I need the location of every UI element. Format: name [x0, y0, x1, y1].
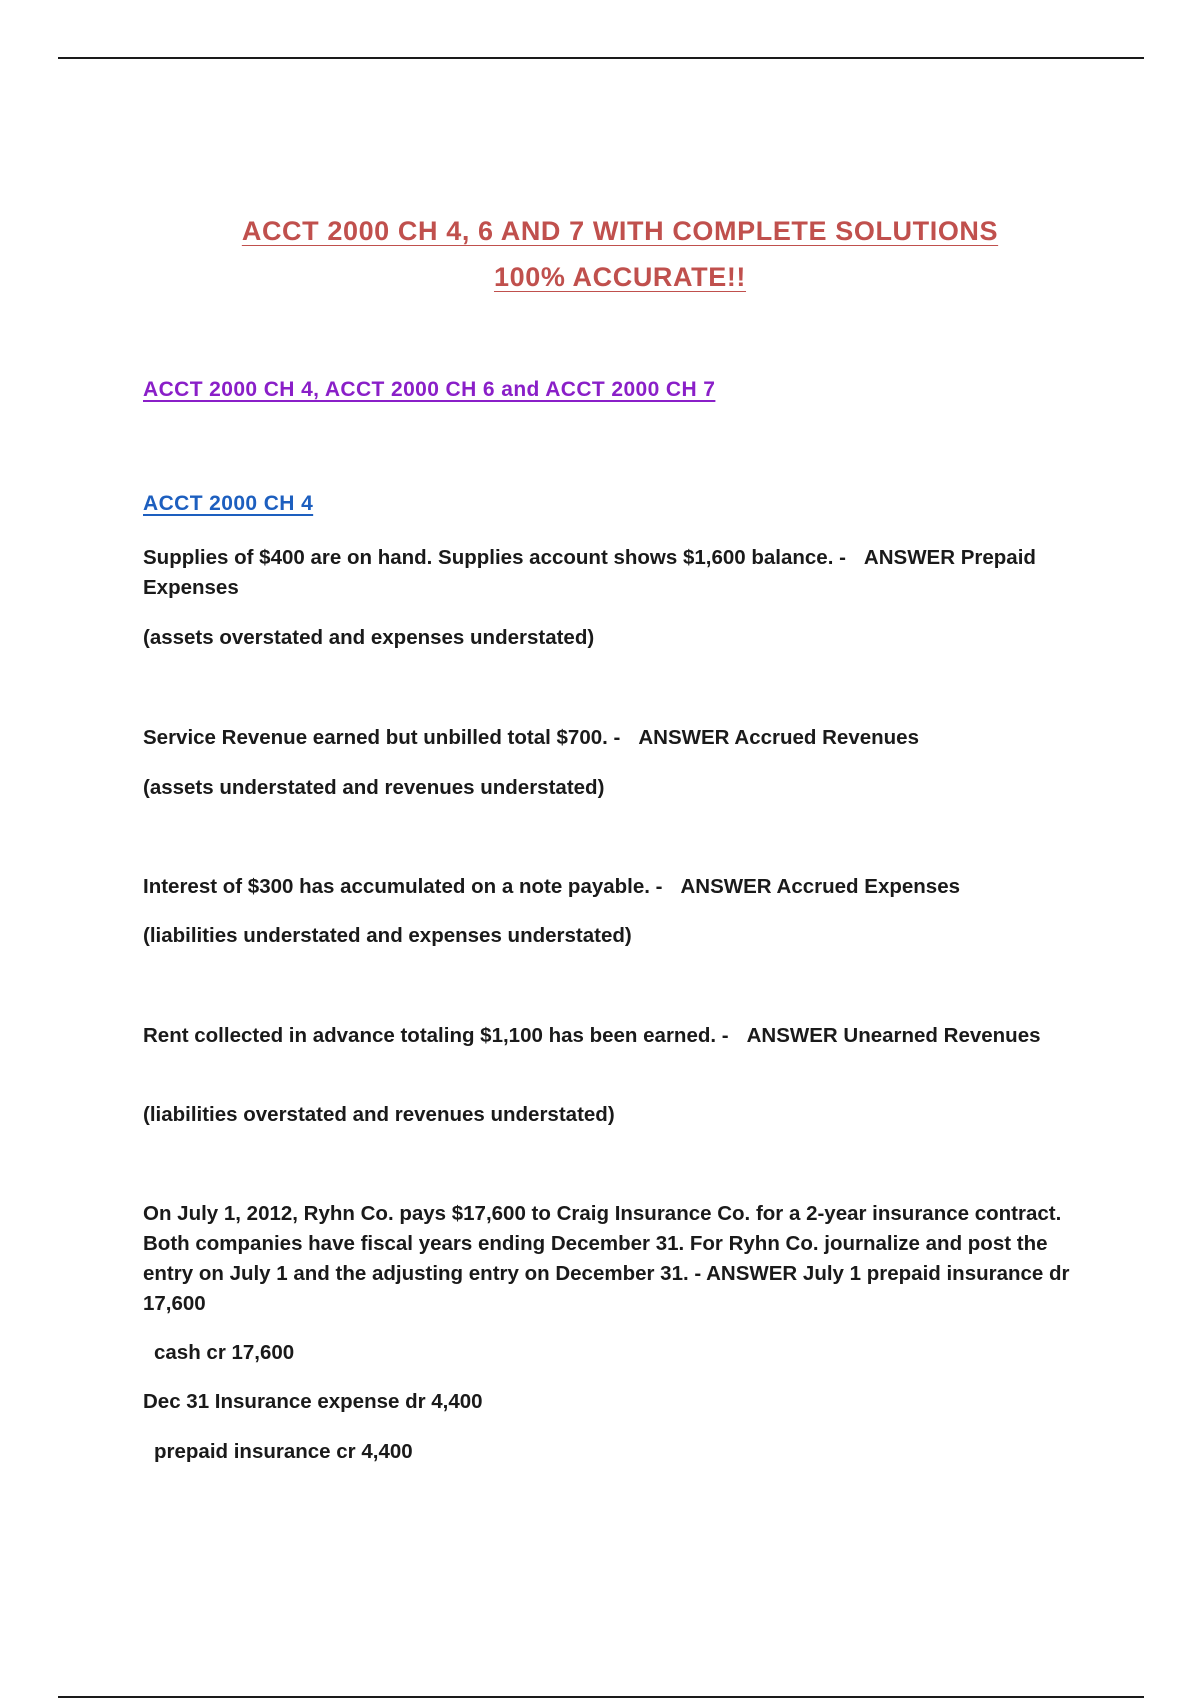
title-line-1: ACCT 2000 CH 4, 6 AND 7 WITH COMPLETE SOLUTIONS [241, 216, 999, 246]
qa-2-question [143, 723, 1073, 753]
qa-1-question [143, 543, 1073, 603]
section-heading-ch4: ACCT 2000 CH 4 [143, 492, 314, 515]
chapters-heading: ACCT 2000 CH 4, ACCT 2000 CH 6 and ACCT 2000 CH 7 [143, 378, 716, 401]
qa-4-question [143, 1021, 1073, 1051]
qa-3-note: (liabilities understated and expenses understated) [143, 924, 632, 947]
answer-text: ANSWER Accrued Revenues [638, 726, 919, 749]
journal-line-1: cash cr 17,600 [154, 1341, 295, 1364]
title-line-2: 100% ACCURATE!! [493, 262, 747, 292]
bottom-rule [58, 1696, 1144, 1698]
question-text: Service Revenue earned but unbilled total $700. - [143, 726, 621, 749]
qa-5-question [143, 1199, 1073, 1319]
answer-text: ANSWER Accrued Expenses [680, 875, 960, 898]
top-rule [58, 57, 1144, 59]
qa-2-note: (assets understated and revenues understated) [143, 776, 605, 799]
document-title [110, 208, 1130, 300]
qa-3-question [143, 872, 1073, 902]
answer-text: ANSWER July 1 prepaid insurance dr 17,600 [143, 1262, 1070, 1315]
answer-text: ANSWER Prepaid Expenses [143, 546, 1036, 599]
question-text: Supplies of $400 are on hand. Supplies account shows $1,600 balance. - [143, 546, 846, 569]
qa-4-note: (liabilities overstated and revenues understated) [143, 1103, 615, 1126]
question-text: Interest of $300 has accumulated on a note payable. - [143, 875, 663, 898]
journal-line-2: Dec 31 Insurance expense dr 4,400 [143, 1390, 483, 1413]
question-text: On July 1, 2012, Ryhn Co. pays $17,600 to Craig Insurance Co. for a 2-year insurance contract. Both companies have fiscal years ending December 31. For Ryhn Co. journalize and post the entry on July 1 and the adjusting entry on December 31. - [143, 1202, 1062, 1285]
qa-1-note: (assets overstated and expenses understated) [143, 626, 595, 649]
question-text: Rent collected in advance totaling $1,100 has been earned. - [143, 1024, 729, 1047]
answer-text: ANSWER Unearned Revenues [746, 1024, 1041, 1047]
journal-line-3: prepaid insurance cr 4,400 [154, 1440, 413, 1463]
